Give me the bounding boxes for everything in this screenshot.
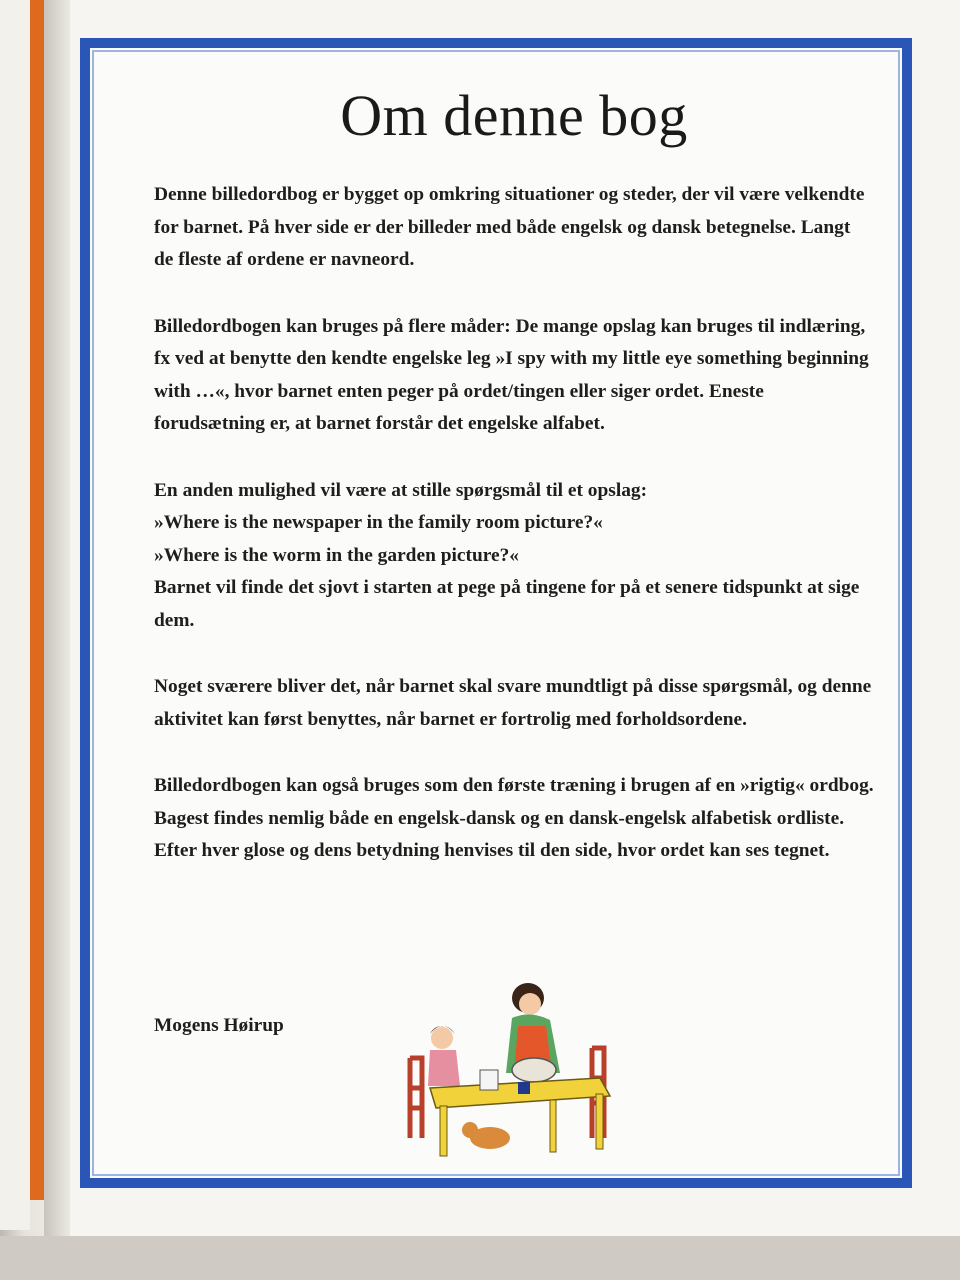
paragraph-intro: Denne billedordbog er bygget op omkring situationer og steder, der vil være velkendte for barnet. På hver side er der billeder med både engelsk og dansk betegnelse. Langt de fleste af ordene er navneord. (154, 184, 865, 270)
child-body (428, 1050, 460, 1086)
baking-illustration (400, 978, 620, 1178)
page-frame (80, 38, 912, 1188)
table-leg (440, 1106, 447, 1156)
left-page-orange-border (30, 0, 44, 1200)
page-content (154, 72, 874, 902)
table-leg (596, 1094, 603, 1149)
author-signature: Mogens Høirup (154, 1015, 284, 1036)
table-surface (0, 1236, 960, 1280)
paragraph-harder: Noget sværere bliver det, når barnet skal svare mundtligt på disse spørgsmål, og denne aktivitet kan først benyttes, når barnet er fortrolig med forholdsordene. (154, 676, 872, 730)
mother-head (519, 993, 541, 1015)
mixing-bowl (512, 1058, 556, 1082)
cat-head (462, 1122, 478, 1138)
paragraph-dictionary: Billedordbogen kan også bruges som den første træning i brugen af en »rigtig« ordbog. Bagest findes nemlig både en engelsk-dansk og en dansk-engelsk alfabetisk ordliste. Efter hver glose og dens betydning henvises til den side, hvor ordet kan ses tegnet. (154, 775, 874, 861)
flour-bag (480, 1070, 498, 1090)
chair-left (410, 1058, 422, 1138)
table-leg (550, 1100, 556, 1152)
left-page-inner (0, 0, 30, 1230)
page-title: Om denne bog (340, 83, 688, 148)
child-head (431, 1027, 453, 1049)
paragraph-questions: En anden mulighed vil være at stille spørgsmål til et opslag: »Where is the newspaper in the family room picture?« »Where is the worm in the garden picture?« Barnet vil finde det sjovt i starten at pege på tingene for på et senere tidspunkt at sige dem. (154, 479, 860, 631)
paragraph-usage: Billedordbogen kan bruges på flere måder: De mange opslag kan bruges til indlæring, fx ved at benytte den kendte engelske leg »I spy with my little eye something beginning with …«, hvor barnet enten peger på ordet/tingen eller siger ordet. Eneste forudsætning er, at barnet forstår det engelske alfabet. (154, 315, 869, 434)
blue-cup (518, 1082, 530, 1094)
